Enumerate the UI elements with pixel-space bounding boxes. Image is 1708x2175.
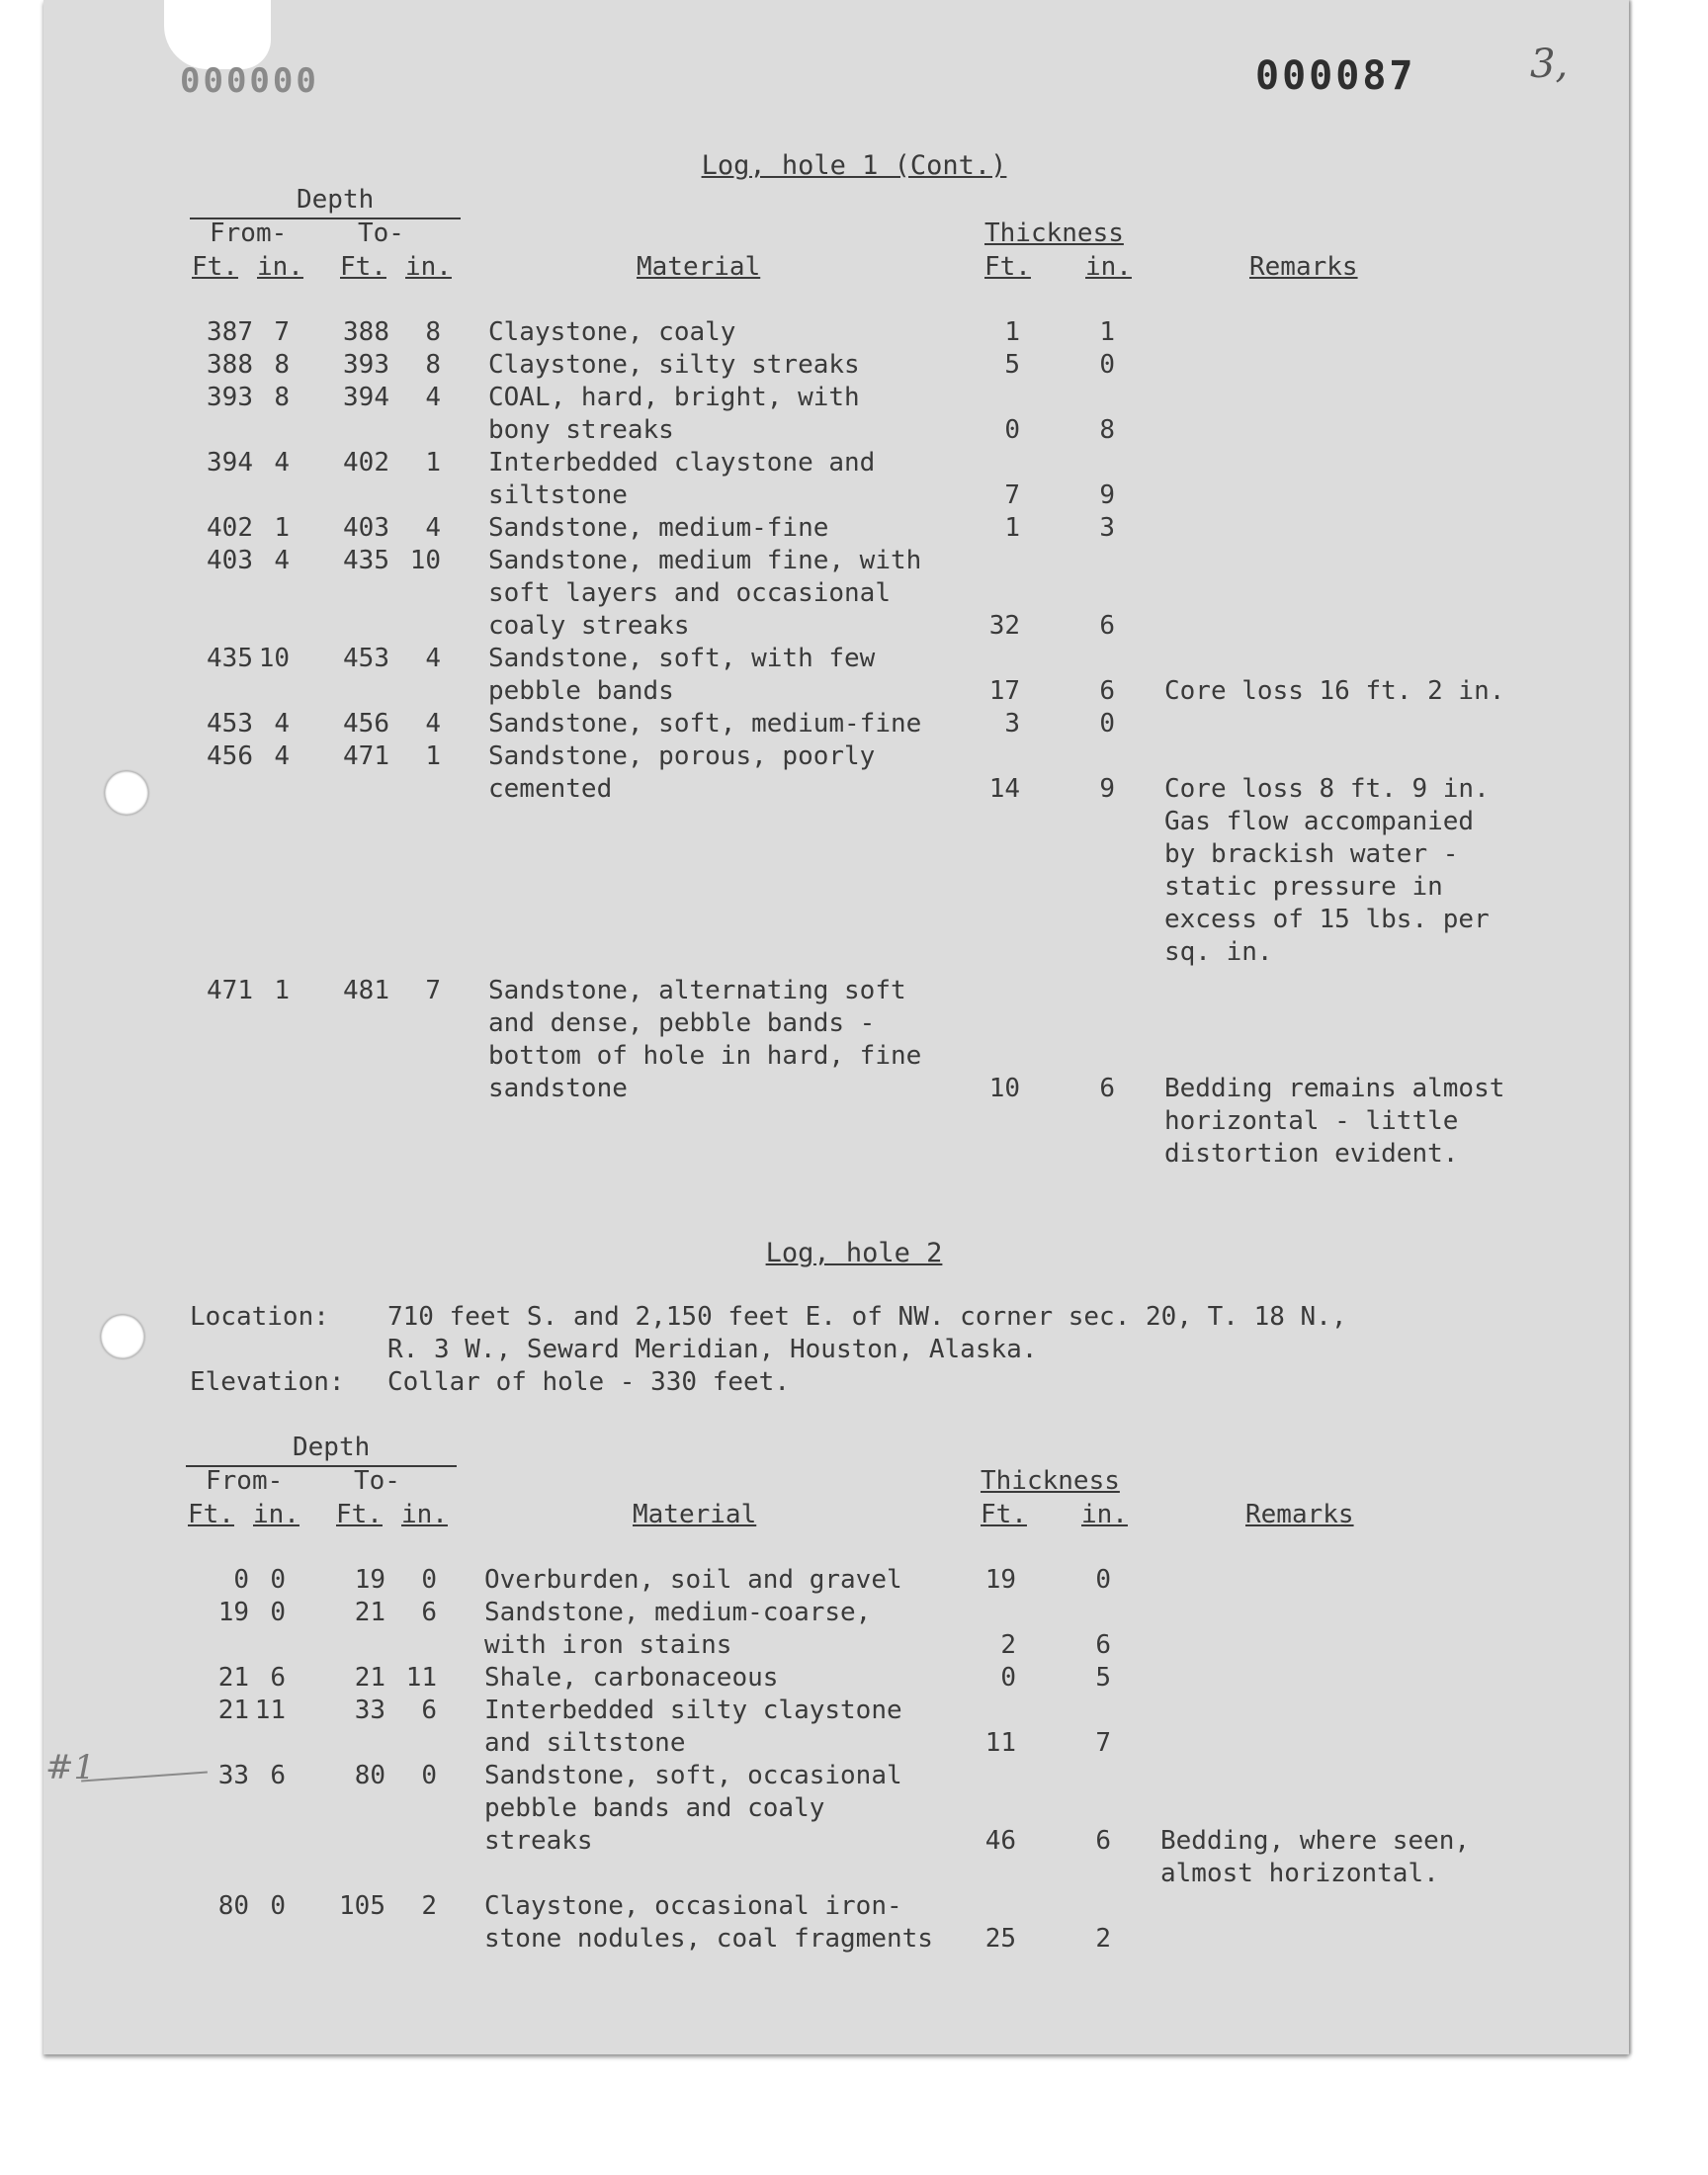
from-ft: 387 [207, 317, 253, 347]
material-text: streaks [484, 1826, 593, 1856]
in-header: in. [1085, 252, 1132, 282]
punch-hole [101, 1315, 144, 1358]
location-label: Location: [190, 1302, 329, 1332]
from-in: 1 [274, 513, 290, 543]
from-ft: 453 [207, 709, 253, 739]
from-ft: 435 [207, 644, 253, 673]
in-header: in. [257, 252, 303, 282]
thickness-in: 3 [1099, 513, 1115, 543]
from-ft: 21 [217, 1663, 249, 1693]
old-stamp-number: 000000 [180, 61, 319, 101]
thickness-ft: 32 [988, 611, 1020, 641]
material-text: Claystone, coaly [488, 317, 736, 347]
to-ft: 403 [343, 513, 389, 543]
to-header: To- [354, 1466, 400, 1496]
thickness-in: 6 [1099, 611, 1115, 641]
to-in: 6 [421, 1598, 437, 1627]
thickness-ft: 0 [1000, 1663, 1016, 1693]
remarks-text: Bedding remains almost [1164, 1074, 1505, 1103]
handwritten-margin-mark: #1 [45, 1748, 96, 1787]
thickness-in: 9 [1099, 480, 1115, 510]
to-ft: 105 [339, 1891, 385, 1921]
material-text: Interbedded claystone and [488, 448, 876, 478]
from-ft: 393 [207, 383, 253, 412]
thickness-in: 6 [1095, 1826, 1111, 1856]
thickness-ft: 17 [988, 676, 1020, 706]
thickness-ft: 10 [988, 1074, 1020, 1103]
material-text: Interbedded silty claystone [484, 1696, 902, 1725]
from-in: 0 [270, 1891, 286, 1921]
material-text: cemented [488, 774, 613, 804]
material-text: coaly streaks [488, 611, 690, 641]
from-in: 4 [274, 448, 290, 478]
thickness-ft: 7 [1004, 480, 1020, 510]
from-ft: 0 [233, 1565, 249, 1595]
material-text: with iron stains [484, 1630, 732, 1660]
material-text: and dense, pebble bands - [488, 1008, 876, 1038]
from-in: 4 [274, 546, 290, 575]
to-in: 8 [425, 317, 441, 347]
to-ft: 388 [343, 317, 389, 347]
remarks-text: by brackish water - [1164, 839, 1459, 869]
from-in: 4 [274, 709, 290, 739]
elevation-label: Elevation: [190, 1367, 345, 1397]
thickness-in: 0 [1099, 350, 1115, 380]
to-ft: 393 [343, 350, 389, 380]
thickness-ft: 1 [1004, 513, 1020, 543]
to-in: 10 [409, 546, 441, 575]
ft-header: Ft. [336, 1500, 383, 1529]
material-text: COAL, hard, bright, with [488, 383, 860, 412]
depth-header: Depth [297, 185, 375, 215]
to-in: 8 [425, 350, 441, 380]
to-ft: 453 [343, 644, 389, 673]
material-text: Sandstone, medium fine, with [488, 546, 922, 575]
thickness-in: 0 [1099, 709, 1115, 739]
material-text: Sandstone, soft, medium-fine [488, 709, 922, 739]
thickness-header: Thickness [984, 218, 1124, 248]
thickness-in: 6 [1099, 676, 1115, 706]
ft-header: Ft. [984, 252, 1031, 282]
material-text: stone nodules, coal fragments [484, 1924, 933, 1954]
thickness-ft: 5 [1004, 350, 1020, 380]
thickness-ft: 3 [1004, 709, 1020, 739]
thickness-ft: 14 [988, 774, 1020, 804]
remarks-text: excess of 15 lbs. per [1164, 905, 1490, 934]
remarks-text: Core loss 16 ft. 2 in. [1164, 676, 1505, 706]
thickness-in: 9 [1099, 774, 1115, 804]
torn-corner [164, 0, 271, 69]
thickness-ft: 2 [1000, 1630, 1016, 1660]
thickness-in: 5 [1095, 1663, 1111, 1693]
material-text: Claystone, silty streaks [488, 350, 860, 380]
from-ft: 33 [217, 1761, 249, 1790]
remarks-text: static pressure in [1164, 872, 1443, 902]
material-text: Claystone, occasional iron- [484, 1891, 902, 1921]
from-ft: 80 [217, 1891, 249, 1921]
from-ft: 402 [207, 513, 253, 543]
to-ft: 33 [354, 1696, 385, 1725]
from-ft: 456 [207, 741, 253, 771]
from-in: 7 [274, 317, 290, 347]
thickness-in: 6 [1099, 1074, 1115, 1103]
thickness-ft: 0 [1004, 415, 1020, 445]
thickness-in: 6 [1095, 1630, 1111, 1660]
material-text: sandstone [488, 1074, 628, 1103]
to-ft: 481 [343, 976, 389, 1005]
from-in: 4 [274, 741, 290, 771]
thickness-ft: 1 [1004, 317, 1020, 347]
material-text: Sandstone, soft, with few [488, 644, 876, 673]
from-in: 8 [274, 350, 290, 380]
thickness-ft: 11 [984, 1728, 1016, 1758]
to-ft: 456 [343, 709, 389, 739]
in-header: in. [401, 1500, 448, 1529]
material-text: Sandstone, alternating soft [488, 976, 906, 1005]
from-in: 0 [270, 1598, 286, 1627]
remarks-text: distortion evident. [1164, 1139, 1459, 1169]
from-header: From- [210, 218, 288, 248]
to-in: 4 [425, 709, 441, 739]
material-header: Material [637, 252, 761, 282]
material-text: Shale, carbonaceous [484, 1663, 779, 1693]
thickness-in: 2 [1095, 1924, 1111, 1954]
to-in: 4 [425, 513, 441, 543]
material-text: Sandstone, medium-fine [488, 513, 829, 543]
from-in: 6 [270, 1663, 286, 1693]
ft-header: Ft. [188, 1500, 234, 1529]
in-header: in. [405, 252, 452, 282]
material-text: Sandstone, medium-coarse, [484, 1598, 872, 1627]
page-stamp-number: 000087 [1255, 53, 1416, 99]
depth-header: Depth [293, 1433, 371, 1462]
material-text: soft layers and occasional [488, 578, 891, 608]
from-header: From- [206, 1466, 284, 1496]
from-in: 6 [270, 1761, 286, 1790]
material-text: siltstone [488, 480, 628, 510]
from-in: 0 [270, 1565, 286, 1595]
punch-hole [105, 771, 148, 815]
material-text: bony streaks [488, 415, 674, 445]
remarks-header: Remarks [1245, 1500, 1354, 1529]
thickness-ft: 19 [984, 1565, 1016, 1595]
to-in: 11 [405, 1663, 437, 1693]
from-ft: 21 [217, 1696, 249, 1725]
to-in: 6 [421, 1696, 437, 1725]
remarks-text: horizontal - little [1164, 1106, 1459, 1136]
from-in: 11 [254, 1696, 286, 1725]
from-ft: 403 [207, 546, 253, 575]
to-ft: 471 [343, 741, 389, 771]
to-ft: 21 [354, 1663, 385, 1693]
thickness-in: 7 [1095, 1728, 1111, 1758]
material-text: pebble bands and coaly [484, 1793, 825, 1823]
to-ft: 402 [343, 448, 389, 478]
log2-title: Log, hole 2 [765, 1238, 943, 1268]
material-text: pebble bands [488, 676, 674, 706]
remarks-text: Gas flow accompanied [1164, 807, 1475, 836]
remarks-text: Bedding, where seen, [1160, 1826, 1471, 1856]
material-header: Material [633, 1500, 757, 1529]
thickness-in: 8 [1099, 415, 1115, 445]
material-text: Overburden, soil and gravel [484, 1565, 902, 1595]
remarks-header: Remarks [1249, 252, 1358, 282]
log1-title: Log, hole 1 (Cont.) [701, 150, 1007, 181]
material-text: Sandstone, porous, poorly [488, 741, 876, 771]
from-ft: 19 [217, 1598, 249, 1627]
material-text: Sandstone, soft, occasional [484, 1761, 902, 1790]
from-in: 10 [258, 644, 290, 673]
to-in: 0 [421, 1761, 437, 1790]
material-text: bottom of hole in hard, fine [488, 1041, 922, 1071]
from-in: 1 [274, 976, 290, 1005]
from-in: 8 [274, 383, 290, 412]
remarks-text: almost horizontal. [1160, 1859, 1439, 1888]
thickness-in: 1 [1099, 317, 1115, 347]
elevation-value: Collar of hole - 330 feet. [387, 1367, 790, 1397]
handwritten-page-number: 3, [1530, 42, 1569, 87]
to-in: 4 [425, 644, 441, 673]
to-ft: 435 [343, 546, 389, 575]
ft-header: Ft. [981, 1500, 1027, 1529]
to-ft: 21 [354, 1598, 385, 1627]
remarks-text: Core loss 8 ft. 9 in. [1164, 774, 1490, 804]
material-text: and siltstone [484, 1728, 686, 1758]
remarks-text: sq. in. [1164, 937, 1273, 967]
thickness-ft: 25 [984, 1924, 1016, 1954]
from-ft: 394 [207, 448, 253, 478]
thickness-ft: 46 [984, 1826, 1016, 1856]
thickness-in: 0 [1095, 1565, 1111, 1595]
to-in: 2 [421, 1891, 437, 1921]
from-ft: 388 [207, 350, 253, 380]
to-ft: 80 [354, 1761, 385, 1790]
to-in: 7 [425, 976, 441, 1005]
to-in: 1 [425, 741, 441, 771]
to-ft: 19 [354, 1565, 385, 1595]
to-in: 4 [425, 383, 441, 412]
from-ft: 471 [207, 976, 253, 1005]
to-header: To- [358, 218, 404, 248]
ft-header: Ft. [340, 252, 386, 282]
ft-header: Ft. [192, 252, 238, 282]
thickness-header: Thickness [981, 1466, 1120, 1496]
location-line-1: 710 feet S. and 2,150 feet E. of NW. corner sec. 20, T. 18 N., [387, 1302, 1347, 1332]
in-header: in. [1081, 1500, 1128, 1529]
in-header: in. [253, 1500, 299, 1529]
to-in: 1 [425, 448, 441, 478]
to-in: 0 [421, 1565, 437, 1595]
location-line-2: R. 3 W., Seward Meridian, Houston, Alaska. [387, 1335, 1038, 1364]
to-ft: 394 [343, 383, 389, 412]
